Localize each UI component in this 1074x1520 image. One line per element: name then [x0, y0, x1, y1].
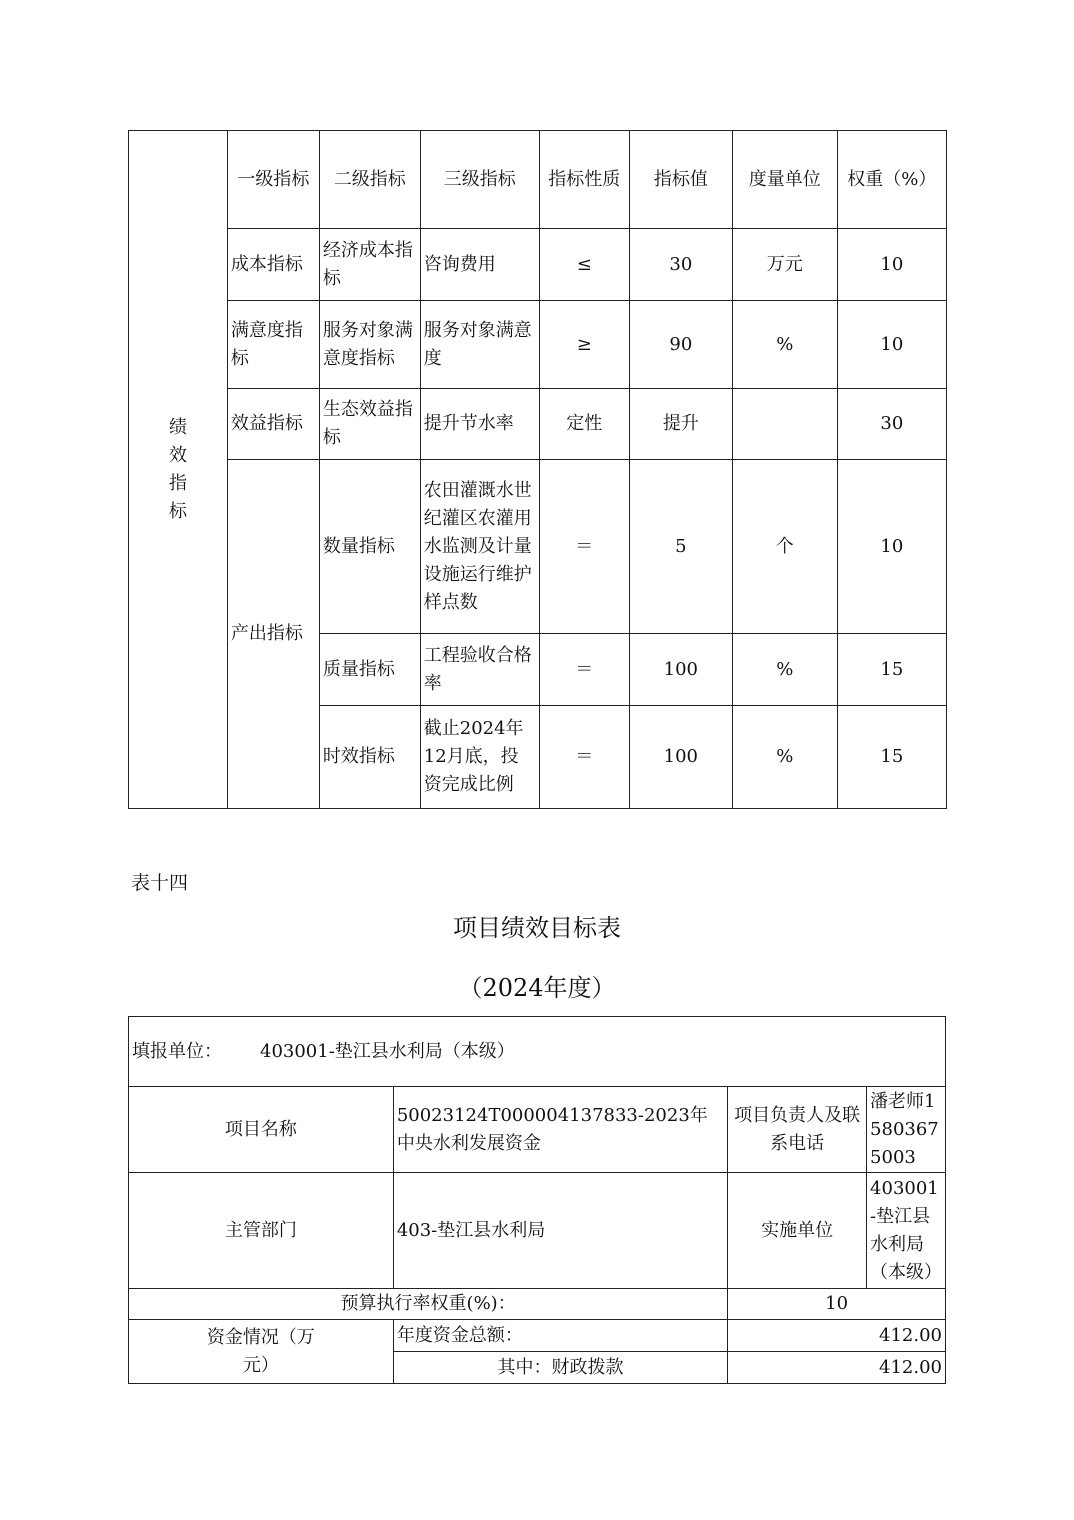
cell-weight: 10 — [837, 229, 946, 301]
table-row — [129, 229, 947, 301]
header-level1: 一级指标 — [227, 131, 319, 229]
cell-level3: 提升节水率 — [420, 389, 539, 460]
header-level3: 三级指标 — [420, 131, 539, 229]
cell-level1: 效益指标 — [227, 389, 319, 460]
cell-nature: ≤ — [539, 229, 629, 301]
cell-level1: 产出指标 — [227, 460, 319, 809]
leader-label: 项目负责人及联系电话 — [728, 1087, 867, 1173]
cell-nature: 定性 — [539, 389, 629, 460]
cell-nature: ＝ — [539, 460, 629, 634]
cell-level2: 时效指标 — [319, 706, 420, 809]
cell-weight: 10 — [837, 301, 946, 389]
cell-unit: % — [732, 706, 837, 809]
cell-value: 30 — [629, 229, 732, 301]
project-info-table — [128, 1016, 946, 1384]
cell-nature: ＝ — [539, 706, 629, 809]
cell-level3: 咨询费用 — [420, 229, 539, 301]
cell-level3: 服务对象满意度 — [420, 301, 539, 389]
cell-value: 5 — [629, 460, 732, 634]
fiscal-label: 其中：财政拨款 — [393, 1352, 727, 1384]
project-name-value: 50023124T000004137833-2023年中央水利发展资金 — [393, 1087, 727, 1173]
cell-value: 90 — [629, 301, 732, 389]
cell-level3: 截止2024年12月底，投资完成比例 — [420, 706, 539, 809]
section-label: 绩效指标 — [168, 416, 187, 522]
cell-unit: % — [732, 634, 837, 706]
cell-value: 提升 — [629, 389, 732, 460]
cell-unit: % — [732, 301, 837, 389]
budget-rate-label: 预算执行率权重(%)： — [129, 1289, 728, 1320]
header-unit: 度量单位 — [732, 131, 837, 229]
impl-label: 实施单位 — [728, 1173, 867, 1289]
cell-level1: 成本指标 — [227, 229, 319, 301]
header-weight: 权重（%） — [837, 131, 946, 229]
performance-indicator-table — [128, 130, 947, 809]
fill-unit-label: 填报单位： — [132, 1040, 222, 1062]
funds-label: 资金情况（万元） — [129, 1320, 394, 1384]
cell-level2: 服务对象满意度指标 — [319, 301, 420, 389]
table-row — [129, 389, 947, 460]
table-number-label: 表十四 — [131, 872, 189, 894]
dept-label: 主管部门 — [129, 1173, 394, 1289]
cell-unit: 万元 — [732, 229, 837, 301]
section-label-cell — [129, 131, 228, 809]
cell-level2: 生态效益指标 — [319, 389, 420, 460]
cell-level3: 农田灌溉水世纪灌区农灌用水监测及计量设施运行维护样点数 — [420, 460, 539, 634]
cell-nature: ≥ — [539, 301, 629, 389]
page-subtitle-year: （2024年度） — [458, 974, 616, 1002]
table-row — [129, 460, 947, 634]
leader-value: 潘老师15803675003 — [867, 1087, 946, 1173]
table-row — [129, 301, 947, 389]
fiscal-value: 412.00 — [728, 1352, 946, 1384]
cell-level3: 工程验收合格率 — [420, 634, 539, 706]
annual-total-value: 412.00 — [728, 1320, 946, 1352]
header-nature: 指标性质 — [539, 131, 629, 229]
cell-unit — [732, 389, 837, 460]
cell-value: 100 — [629, 634, 732, 706]
cell-weight: 10 — [837, 460, 946, 634]
fill-unit-value: 403001-垫江县水利局（本级） — [260, 1040, 515, 1062]
cell-weight: 30 — [837, 389, 946, 460]
cell-level2: 经济成本指标 — [319, 229, 420, 301]
annual-total-label: 年度资金总额： — [393, 1320, 727, 1352]
impl-value: 403001-垫江县水利局（本级） — [867, 1173, 946, 1289]
cell-value: 100 — [629, 706, 732, 809]
cell-weight: 15 — [837, 634, 946, 706]
project-name-label: 项目名称 — [129, 1087, 394, 1173]
dept-value: 403-垫江县水利局 — [393, 1173, 727, 1289]
cell-level2: 数量指标 — [319, 460, 420, 634]
fill-unit-row — [129, 1017, 946, 1087]
header-value: 指标值 — [629, 131, 732, 229]
cell-weight: 15 — [837, 706, 946, 809]
budget-rate-value: 10 — [728, 1289, 946, 1320]
page-title: 项目绩效目标表 — [453, 914, 621, 942]
cell-level2: 质量指标 — [319, 634, 420, 706]
cell-level1: 满意度指标 — [227, 301, 319, 389]
cell-nature: ＝ — [539, 634, 629, 706]
cell-unit: 个 — [732, 460, 837, 634]
header-level2: 二级指标 — [319, 131, 420, 229]
